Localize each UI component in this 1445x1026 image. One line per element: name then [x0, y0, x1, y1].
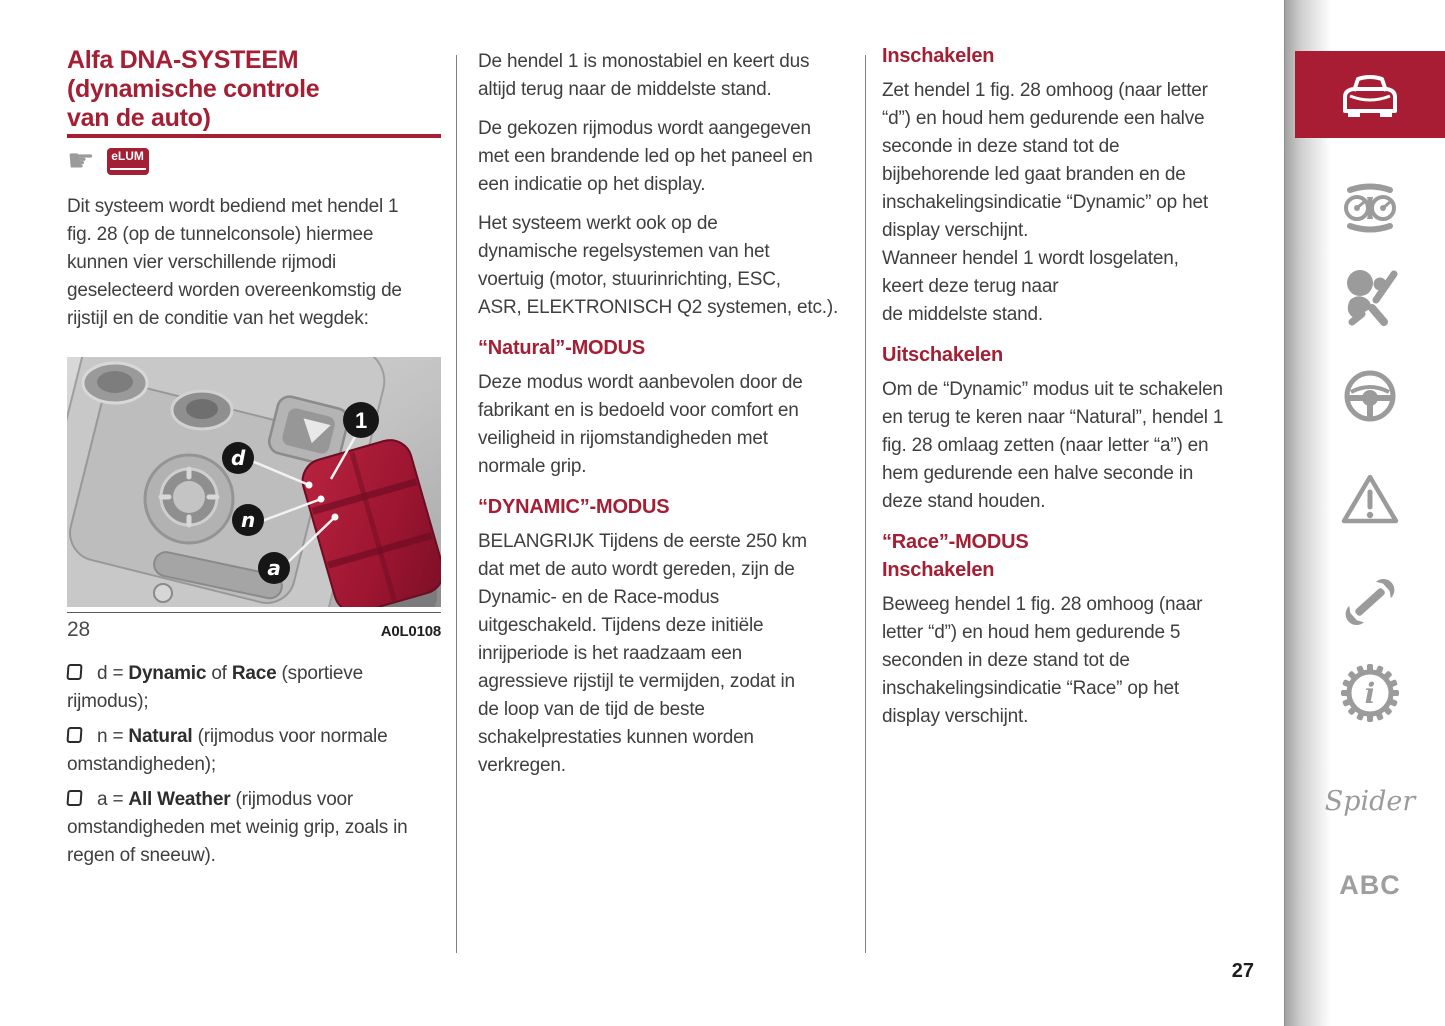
- sidebar-spider-logo: [1295, 786, 1445, 817]
- sidebar-item-steering[interactable]: [1295, 368, 1445, 424]
- paragraph: De gekozen rijmodus wordt aangegeven met een brandende led op het paneel en een indicatie op het display.: [478, 118, 813, 195]
- instrument-cluster-icon: [1340, 183, 1400, 233]
- sidebar-item-safety[interactable]: [1295, 268, 1445, 326]
- paragraph: Deze modus wordt aanbevolen door de fabrikant en is bedoeld voor comfort en veiligheid in rijomstandigheden met normale grip.: [478, 372, 803, 477]
- heading-inschakelen-race: Inschakelen: [882, 559, 995, 581]
- elum-label: eLUM: [111, 148, 144, 163]
- svg-text:d: d: [230, 446, 246, 470]
- chapter-tab-active[interactable]: [1295, 51, 1445, 138]
- list-item-natural: n = Natural (rijmodus voor normale omstandigheden);: [67, 726, 388, 775]
- warning-triangle-icon: [1340, 472, 1400, 526]
- figure-number: 28: [67, 618, 90, 641]
- reference-icon-row: [67, 143, 149, 179]
- callout-1: [343, 402, 379, 438]
- abc-label: ABC: [1339, 870, 1401, 900]
- rotary-knob: [145, 455, 233, 543]
- right-column: [882, 44, 1254, 742]
- figure-28-console-photo: [67, 357, 441, 607]
- bullet-square-icon: [66, 727, 82, 743]
- svg-text:n: n: [240, 508, 256, 532]
- paragraph: Beweeg hendel 1 fig. 28 omhoog (naar letter “d”) en houd hem gedurende 5 seconden in deze stand tot de inschakelingsindicatie “Race” op het display verschijnt.: [882, 594, 1203, 727]
- heading-natural-modus: “Natural”-MODUS: [478, 337, 646, 359]
- callout-n: [232, 504, 264, 536]
- list-item-dynamic: d = Dynamic of Race (sportieve rijmodus);: [67, 663, 363, 712]
- wrench-icon: [1340, 572, 1400, 632]
- svg-text:1: 1: [354, 408, 368, 433]
- paragraph: BELANGRIJK Tijdens de eerste 250 km dat met de auto wordt gereden, zijn de Dynamic- en de Race-modus uitgeschakeld. Tijdens deze initiële inrijperiode is het raadzaam een agressieve rijstijl te vermijden, zodat in de loop van de tijd de beste schakelprestaties kunnen worden verkregen.: [478, 531, 807, 776]
- page-title: Alfa DNA-SYSTEEM (dynamische controle van de auto): [67, 46, 320, 132]
- paragraph: Het systeem werkt ook op de dynamische regelsystemen van het voertuig (motor, stuurinrichting, ESC, ASR, ELEKTRONISCH Q2 systemen, etc.).: [478, 213, 839, 318]
- heading-inschakelen: Inschakelen: [882, 45, 995, 67]
- elum-book-icon: [107, 148, 149, 175]
- left-column: [67, 46, 441, 976]
- list-item-all-weather: a = All Weather (rijmodus voor omstandigheden met weinig grip, zoals in regen of sneeuw).: [67, 789, 408, 866]
- paragraph: De hendel 1 is monostabiel en keert dus altijd terug naar de middelste stand.: [478, 51, 810, 100]
- svg-text:a: a: [267, 556, 281, 580]
- heading-dynamic-modus: “DYNAMIC”-MODUS: [478, 496, 670, 518]
- middle-column: [478, 48, 852, 791]
- sidebar-item-warnings[interactable]: [1295, 472, 1445, 526]
- heading-race-modus: “Race”-MODUS: [882, 531, 1029, 553]
- gear-info-icon: [1339, 662, 1401, 724]
- console-illustration: [67, 357, 441, 607]
- paragraph: Om de “Dynamic” modus uit te schakelen en terug te keren naar “Natural”, hendel 1 fig. 28 omlaag zetten (naar letter “a”) en hem gedurende een halve seconde in deze stand houden.: [882, 379, 1224, 512]
- steering-wheel-icon: [1342, 368, 1398, 424]
- figure-caption: [67, 612, 441, 642]
- figure-code: A0L0108: [380, 623, 441, 640]
- heading-uitschakelen: Uitschakelen: [882, 344, 1003, 366]
- bullet-square-icon: [66, 790, 82, 806]
- title-rule: [67, 134, 441, 138]
- callout-a: [258, 552, 290, 584]
- sidebar-item-technical-info[interactable]: [1295, 662, 1445, 724]
- column-separator: [865, 55, 866, 953]
- sidebar-item-maintenance[interactable]: [1295, 572, 1445, 632]
- mode-list: [67, 660, 441, 877]
- car-front-icon: [1337, 70, 1403, 120]
- spider-logo-text: Spider: [1324, 786, 1416, 817]
- pointing-hand-icon: ☛: [67, 143, 95, 179]
- callout-d: [222, 442, 254, 474]
- page-number: 27: [1231, 960, 1254, 982]
- column-separator: [456, 55, 457, 953]
- svg-text:i: i: [1364, 677, 1376, 710]
- airbag-person-icon: [1342, 268, 1398, 326]
- sidebar-item-dashboard[interactable]: [1295, 183, 1445, 233]
- bullet-square-icon: [66, 664, 82, 680]
- sidebar-item-abc-index[interactable]: [1295, 870, 1445, 901]
- paragraph: Zet hendel 1 fig. 28 omhoog (naar letter “d”) en houd hem gedurende een halve seconde in deze stand tot de bijbehorende led gaat branden en de inschakelingsindicatie “Dynamic” op het display verschijnt. Wanneer hendel 1 wordt losgelaten, keert deze terug naar de middelste stand.: [882, 80, 1208, 325]
- intro-paragraph: Dit systeem wordt bediend met hendel 1 fig. 28 (op de tunnelconsole) hiermee kunnen vier verschillende rijmodi geselecteerd worden overeenkomstig de rijstijl en de conditie van het wegdek:: [67, 196, 402, 329]
